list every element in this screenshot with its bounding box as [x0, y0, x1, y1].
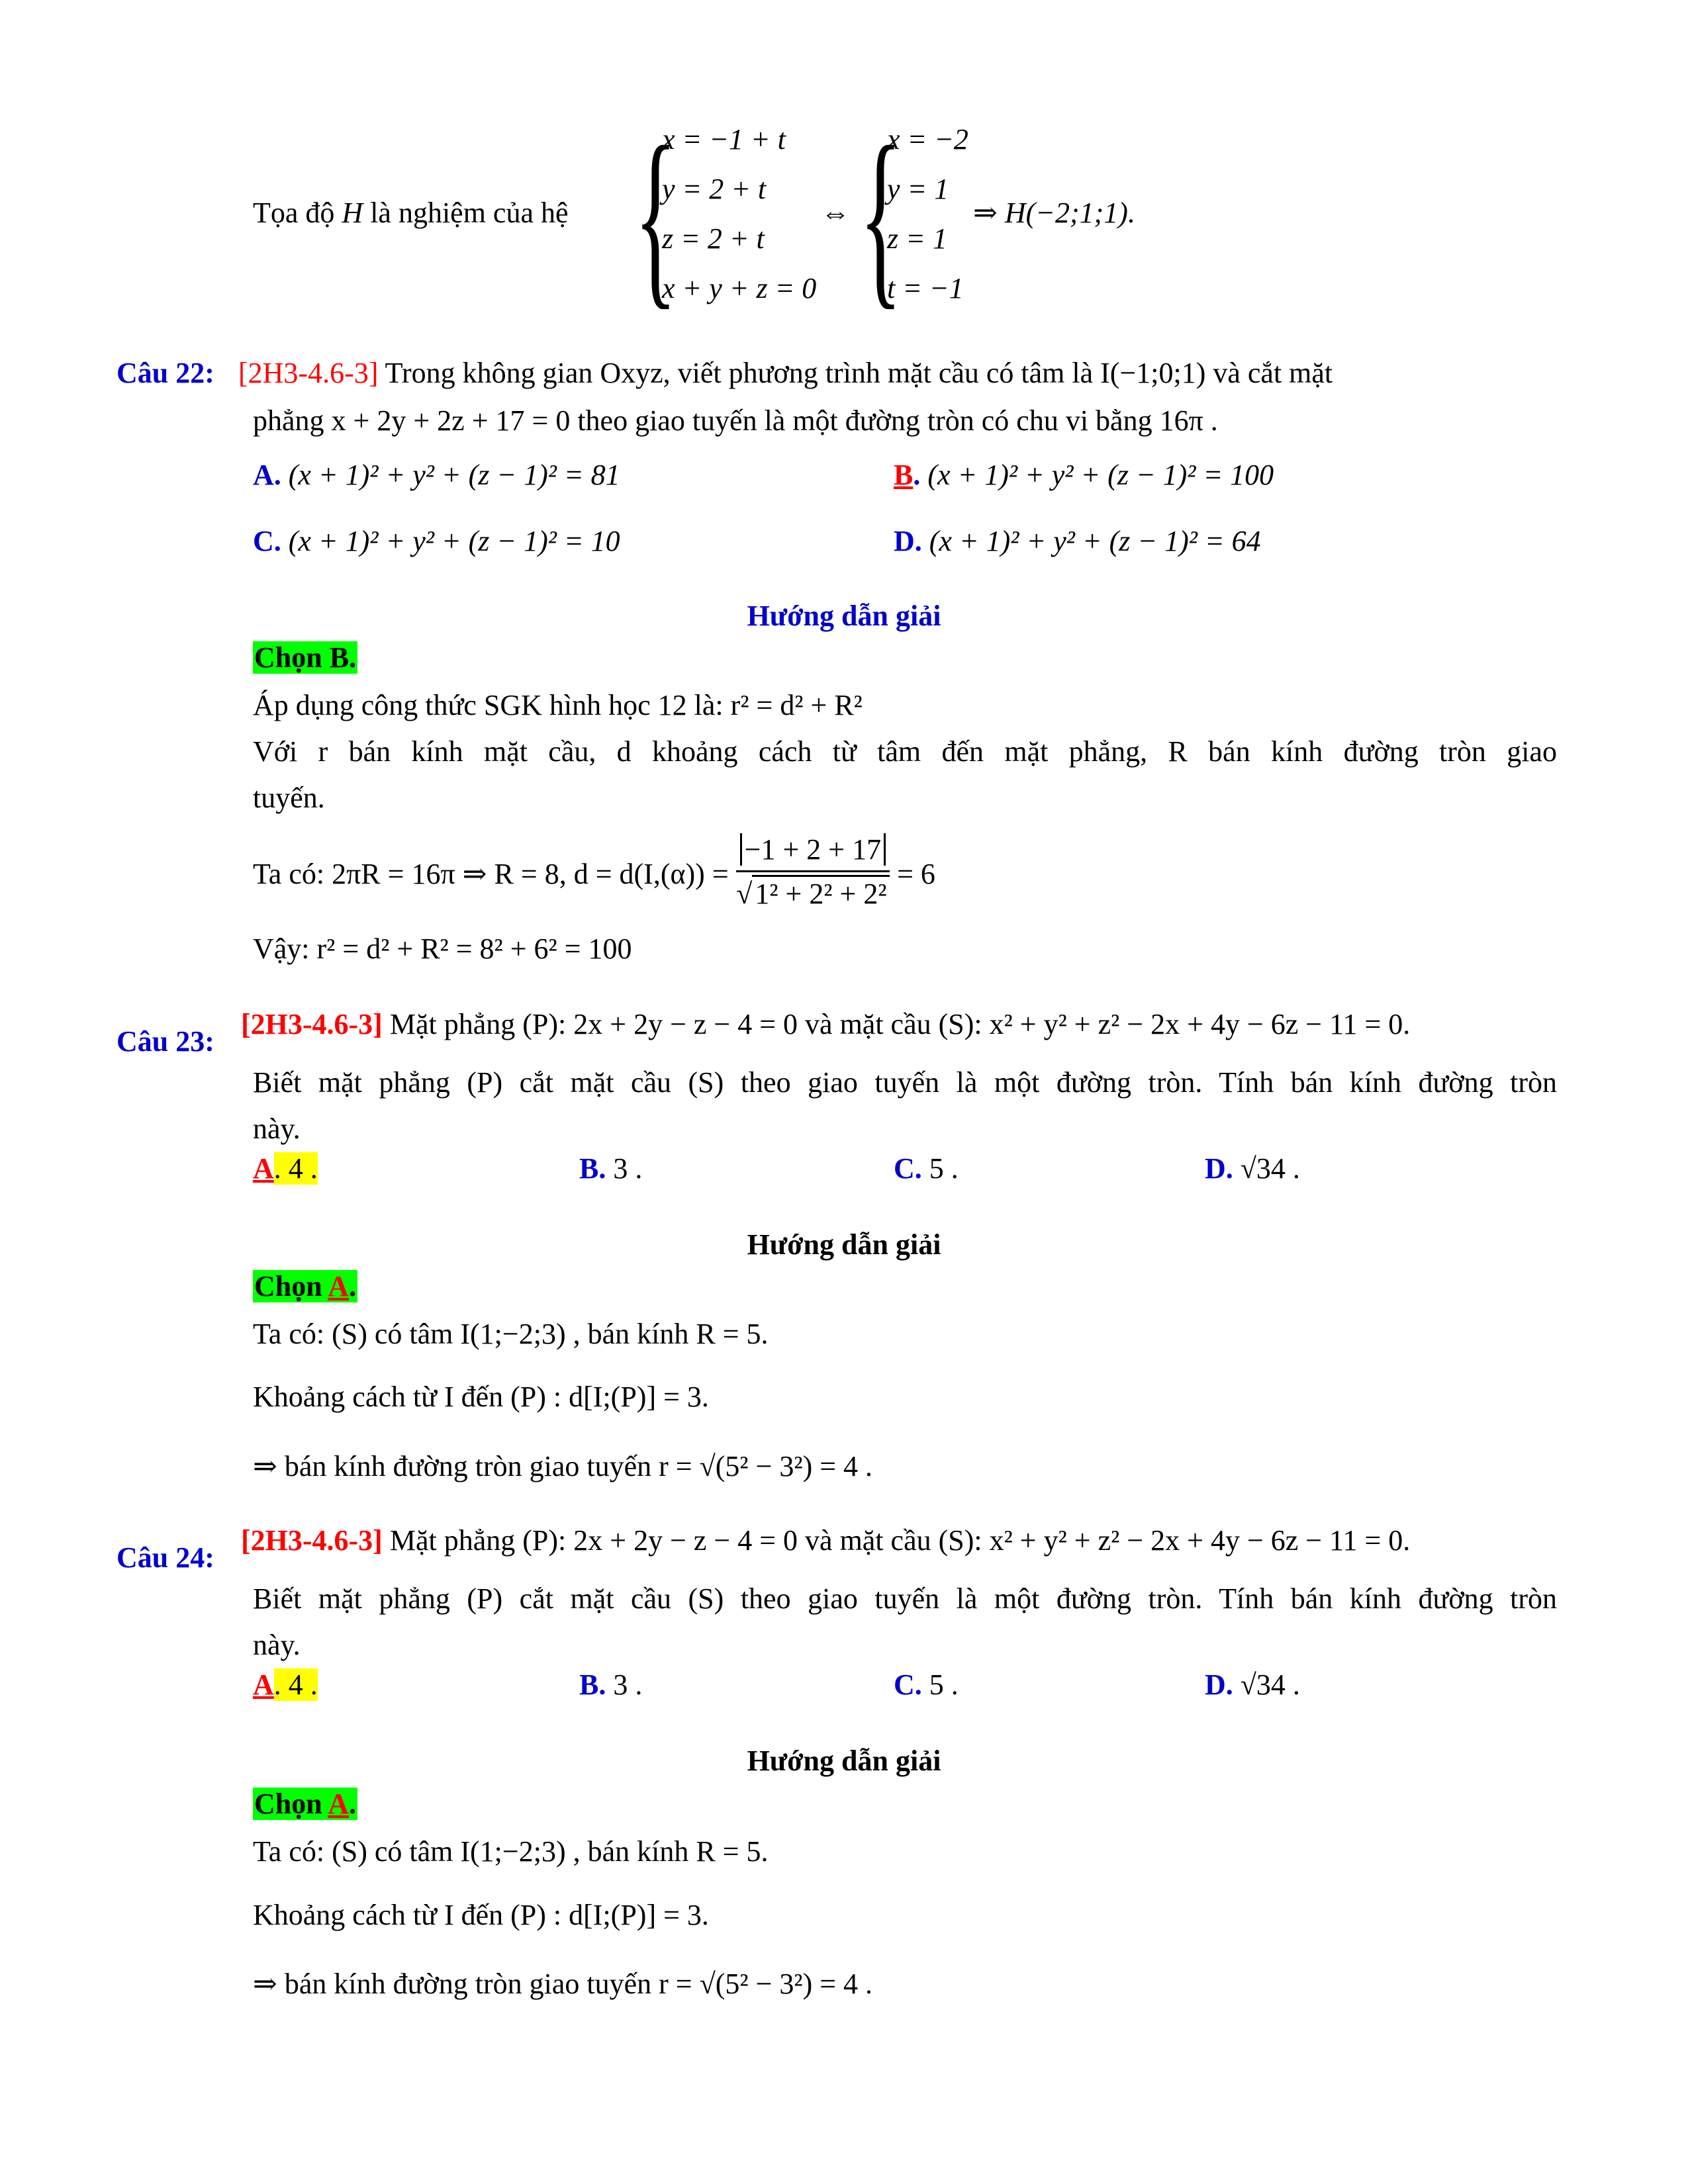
chosen-answer: Chọn A.	[254, 1270, 357, 1302]
question-23-stem-line1: [2H3-4.6-3] Mặt phẳng (P): 2x + 2y − z − 4 = 0 và mặt cầu (S): x² + y² + z² − 2x + 4y − 6z − 11 = 0.	[241, 1008, 1411, 1040]
solution-formula: Ta có: 2πR = 16π ⇒ R = 8, d = d(I,(α)) = $\frac{-1 + 2 + 17}{\text{√1² + 2² + 2²}}$ = 6	[253, 833, 935, 912]
option-c: C. (x + 1)² + y² + (z − 1)² = 10	[253, 525, 620, 557]
solution-heading: Hướng dẫn giải	[747, 600, 941, 632]
equivalence-symbol: ⇔	[821, 197, 850, 229]
question-24-stem-line3: này.	[253, 1629, 301, 1661]
option-c: C. 5 .	[894, 1668, 959, 1701]
solution-line: tuyến.	[253, 782, 325, 814]
system2-row: x = −2	[887, 123, 968, 156]
system2-row: t = −1	[887, 272, 964, 304]
solution-line: Với r bán kính mặt cầu, d khoảng cách từ tâm đến mặt phẳng, R bán kính đường tròn giao	[253, 735, 1557, 768]
option-b: B. 3 .	[579, 1668, 643, 1701]
question-22-stem-line1: [2H3-4.6-3] Trong không gian Oxyz, viết phương trình mặt cầu có tâm là I(−1;0;1) và cắt mặt	[238, 357, 1333, 389]
question-24-stem-line1: [2H3-4.6-3] Mặt phẳng (P): 2x + 2y − z − 4 = 0 và mặt cầu (S): x² + y² + z² − 2x + 4y − 6z − 11 = 0.	[241, 1524, 1411, 1557]
solution-heading: Hướng dẫn giải	[747, 1745, 941, 1777]
chosen-answer: Chọn A.	[254, 1788, 357, 1820]
question-22-label: Câu 22:	[117, 357, 214, 389]
solution-line: Ta có: (S) có tâm I(1;−2;3) , bán kính R = 5.	[253, 1835, 769, 1868]
question-22-stem-line2: phẳng x + 2y + 2z + 17 = 0 theo giao tuyến là một đường tròn có chu vi bằng 16π .	[253, 404, 1218, 437]
option-a: A. 4 .	[253, 1668, 318, 1701]
fraction: $\frac{-1 + 2 + 17}{\text{√1² + 2² + 2²}}$	[736, 833, 890, 912]
solution-heading: Hướng dẫn giải	[747, 1228, 941, 1261]
intro-result: ⇒ H(−2;1;1).	[973, 197, 1135, 229]
solution-line: ⇒ bán kính đường tròn giao tuyến r = √(5² − 3²) = 4 .	[253, 1968, 873, 2000]
option-d: D. √34 .	[1205, 1668, 1300, 1701]
question-23-stem-line2: Biết mặt phẳng (P) cắt mặt cầu (S) theo giao tuyến là một đường tròn. Tính bán kính đường tròn	[253, 1066, 1557, 1099]
option-b: B. 3 .	[579, 1152, 643, 1185]
solution-line: Áp dụng công thức SGK hình học 12 là: r² = d² + R²	[253, 689, 863, 721]
solution-line: Vậy: r² = d² + R² = 8² + 6² = 100	[253, 933, 632, 965]
solution-line: Khoảng cách từ I đến (P) : d[I;(P)] = 3.	[253, 1381, 709, 1413]
chosen-answer: Chọn B.	[254, 641, 357, 674]
left-brace-1: {	[634, 106, 677, 326]
system2-row: y = 1	[887, 173, 949, 205]
question-22-code: [2H3-4.6-3]	[238, 357, 379, 389]
left-brace-2: {	[859, 106, 902, 326]
system1-row: x + y + z = 0	[662, 272, 817, 304]
question-24-label: Câu 24:	[117, 1541, 214, 1574]
option-a: A. 4 .	[253, 1152, 318, 1185]
option-a: A. (x + 1)² + y² + (z − 1)² = 81	[253, 459, 620, 491]
question-23-label: Câu 23:	[117, 1025, 214, 1058]
solution-line: Khoảng cách từ I đến (P) : d[I;(P)] = 3.	[253, 1899, 709, 1931]
option-c: C. 5 .	[894, 1152, 959, 1185]
system1-row: y = 2 + t	[662, 173, 767, 205]
solution-line: Ta có: (S) có tâm I(1;−2;3) , bán kính R = 5.	[253, 1318, 769, 1350]
system2-row: z = 1	[887, 222, 947, 255]
question-24-stem-line2: Biết mặt phẳng (P) cắt mặt cầu (S) theo giao tuyến là một đường tròn. Tính bán kính đường tròn	[253, 1582, 1557, 1615]
question-23-stem-line3: này.	[253, 1113, 301, 1145]
intro-text: Tọa độ H là nghiệm của hệ	[253, 197, 569, 229]
system1-row: x = −1 + t	[662, 123, 786, 156]
option-d: D. (x + 1)² + y² + (z − 1)² = 64	[894, 525, 1261, 557]
option-b: B. (x + 1)² + y² + (z − 1)² = 100	[894, 459, 1274, 491]
system1-row: z = 2 + t	[662, 222, 765, 255]
option-d: D. √34 .	[1205, 1152, 1300, 1185]
solution-line: ⇒ bán kính đường tròn giao tuyến r = √(5² − 3²) = 4 .	[253, 1450, 873, 1482]
